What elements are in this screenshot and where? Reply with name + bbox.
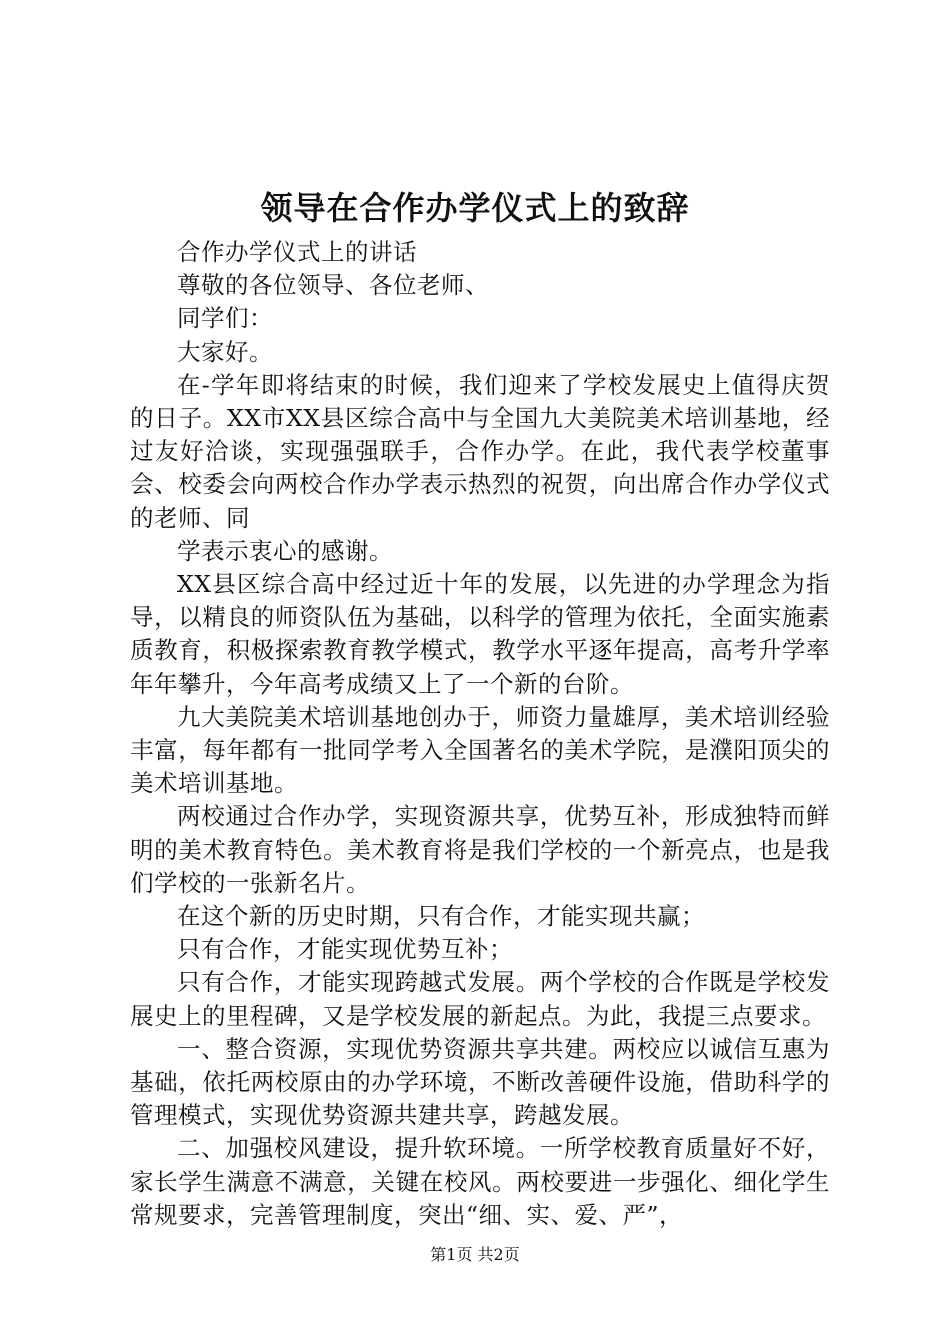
paragraph: 只有合作，才能实现跨越式发展。两个学校的合作既是学校发展史上的里程碑，又是学校发展的新起点。为此，我提三点要求。 — [130, 968, 830, 1030]
paragraph: 同学们： — [177, 304, 273, 333]
paragraph: 在-学年即将结束的时候，我们迎来了学校发展史上值得庆贺的日子。XX市XX县区综合高中与全国九大美院美术培训基地，经过友好洽谈，实现强强联手，合作办学。在此，我代表学校董事会、校委会向两校合作办学表示热烈的祝贺，向出席合作办学仪式的老师、同 — [130, 370, 830, 532]
paragraph: 只有合作，才能实现优势互补； — [177, 935, 513, 964]
paragraph: 大家好。 — [177, 337, 273, 366]
paragraph: 一、整合资源，实现优势资源共享共建。两校应以诚信互惠为基础，依托两校原由的办学环境，不断改善硬件设施，借助科学的管理模式，实现优势资源共建共享，跨越发展。 — [130, 1034, 830, 1130]
page-footer: 第1页 共2页 — [430, 1245, 520, 1264]
paragraph: 两校通过合作办学，实现资源共享，优势互补，形成独特而鲜明的美术教育特色。美术教育将是我们学校的一个新亮点，也是我们学校的一张新名片。 — [130, 802, 830, 897]
paragraph: 在这个新的历史时期，只有合作，才能实现共赢； — [177, 902, 705, 931]
paragraph: 合作办学仪式上的讲话 — [177, 238, 417, 266]
paragraph: 尊敬的各位领导、各位老师、 — [177, 271, 489, 300]
document-body — [130, 236, 830, 1232]
paragraph: 学表示衷心的感谢。 — [177, 536, 393, 565]
paragraph: XX县区综合高中经过近十年的发展，以先进的办学理念为指导，以精良的师资队伍为基础，以科学的管理为依托，全面实施素质教育，积极探索教育教学模式，教学水平逐年提高，高考升学率年年攀升，今年高考成绩又上了一个新的台阶。 — [130, 570, 830, 698]
paragraph: 二、加强校风建设，提升软环境。一所学校教育质量好不好，家长学生满意不满意，关键在校风。两校要进一步强化、细化学生常规要求，完善管理制度，突出“细、实、爱、严”， — [130, 1134, 830, 1229]
document-title: 领导在合作办学仪式上的致辞 — [260, 189, 690, 227]
paragraph: 九大美院美术培训基地创办于，师资力量雄厚，美术培训经验丰富，每年都有一批同学考入全国著名的美术学院，是濮阳顶尖的美术培训基地。 — [130, 702, 830, 798]
